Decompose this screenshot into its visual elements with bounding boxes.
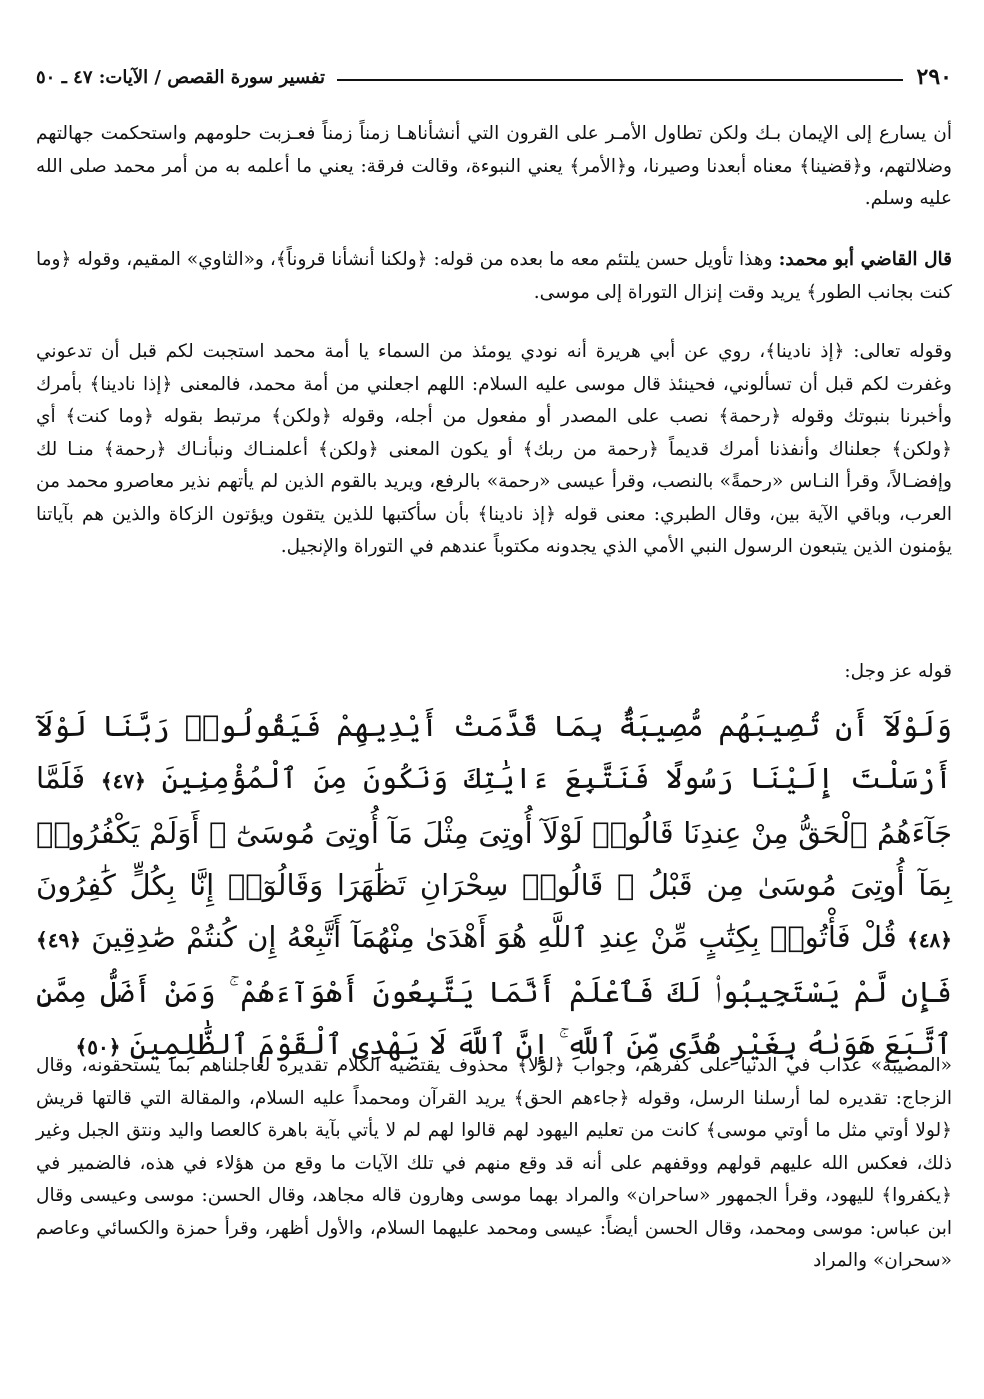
paragraph-nadayna — [36, 336, 952, 564]
header-rule — [337, 79, 902, 81]
paragraph-bottom — [36, 1050, 952, 1278]
page-header — [36, 62, 952, 92]
paragraph-intro — [36, 656, 952, 689]
ayah-47: وَلَوْلَآ أَن تُصِيبَهُم مُّصِيبَةٌۢ بِمَا قَدَّمَتْ أَيْدِيهِمْ فَيَقُولُوا۟ رَبَّنَا لَوْلَآ أَرْسَلْتَ إِلَيْنَا رَسُولًا فَنَتَّبِعَ ءَايَٰتِكَ وَنَكُونَ مِنَ ٱلْمُؤْمِنِينَ — [36, 709, 952, 795]
quran-verses — [36, 700, 953, 1061]
ayah-marker-49: ﴿٤٩﴾ — [36, 928, 81, 952]
ayah-marker-47: ﴿٤٧﴾ — [100, 769, 146, 793]
paragraph-nadayna-text: وقوله تعالى: ﴿إذ نادينا﴾، روي عن أبي هريرة أنه نودي يومئذ من السماء يا أمة محمد استجبت لكم قبل أن تدعوني وغفرت لكم قبل أن تسألوني، فحينئذ قال موسى عليه السلام: اللهم اجعلني من أمة محمد، فالمعنى ﴿إذا نادينا﴾ بأمرك وأخبرنا بنبوتك وقوله ﴿رحمة﴾ نصب على المصدر أو مفعول من أجله، وقوله ﴿ولكن﴾ مرتبط بقوله ﴿وما كنت﴾ أي ﴿ولكن﴾ جعلناك وأنفذنا أمرك قديماً ﴿رحمة من ربك﴾ أو يكون المعنى ﴿ولكن﴾ أعلمنـاك ونبأنـاك ﴿رحمة﴾ منـا لك وإفضـالاً، وقرأ النـاس «رحمةً» بالنصب، وقرأ عيسى «رحمة» بالرفع، ويريد بالقوم الذين لم يأتهم نذير معاصرو محمد من العرب، وباقي الآية بين، وقال الطبري: معنى قوله ﴿إذ نادينا﴾ بأن سأكتبها للذين يتقون ويؤتون الزكاة والذين هم بآياتنا يؤمنون الذين يتبعون الرسول النبي الأمي الذي يجدونه مكتوباً عندهم في التوراة والإنجيل. — [36, 341, 952, 557]
running-title: تفسير سورة القصص / الآيات: ٤٧ ـ ٥٠ — [36, 66, 326, 88]
verse-intro: قوله عز وجل: — [844, 661, 952, 682]
page-number: ٢٩٠ — [916, 64, 952, 90]
ayah-marker-48: ﴿٤٨﴾ — [907, 928, 953, 952]
paragraph-bottom-text: «المصيبة» عذاب في الدنيا على كفرهم، وجواب ﴿لولا﴾ محذوف يقتضيه الكلام تقديره لعاجلناهم بما يستحقونه، وقال الزجاج: تقديره لما أرسلنا الرسل، وقوله ﴿جاءهم الحق﴾ يريد القرآن ومحمداً عليه السلام، والمقالة التي قالتها قريش ﴿لولا أوتي مثل ما أوتي موسى﴾ كانت من تعليم اليهود لهم قالوا لهم لم لا يأتي بآية باهرة كالعصا واليد ونتق الجبل وغير ذلك، فعكس الله عليهم قولهم ووقفهم على أنه قد وقع منهم في تلك الآيات ما وقع من هؤلاء في هذه، فالضمير في ﴿يكفروا﴾ لليهود، وقرأ الجمهور «ساحران» والمراد بهما موسى وهارون قاله مجاهد، وقال الحسن: موسى وعيسى وقال ابن عباس: موسى ومحمد، وقال الحسن أيضاً: عيسى ومحمد عليهما السلام، والأول أظهر، وقرأ حمزة والكسائي وعاصم «سحران» والمراد — [36, 1055, 952, 1271]
ayah-49: قُلْ فَأْتُوا۟ بِكِتَٰبٍ مِّنْ عِندِ ٱللَّهِ هُوَ أَهْدَىٰ مِنْهُمَآ أَتَّبِعْهُ إِن كُنتُمْ صَٰدِقِينَ — [91, 920, 897, 954]
paragraph-qadi-text — [36, 244, 952, 309]
qadi-text: وهذا تأويل حسن يلتئم معه ما بعده من قوله: ﴿ولكنا أنشأنا قروناً﴾، و«الثاوي» المقيم، وقوله ﴿وما كنت بجانب الطور﴾ يريد وقت إنزال التوراة إلى موسى. — [36, 249, 952, 303]
quran-text — [36, 700, 952, 1073]
qadi-label: قال القاضي أبو محمد: — [778, 249, 952, 270]
ayah-48: فَلَمَّا جَآءَهُمُ ٱلْحَقُّ مِنْ عِندِنَا قَالُوا۟ لَوْلَآ أُوتِىَ مِثْلَ مَآ أُوتِىَ مُوسَىٰٓ ۚ أَوَلَمْ يَكْفُرُوا۟ بِمَآ أُوتِىَ مُوسَىٰ مِن قَبْلُ ۖ قَالُوا۟ سِحْرَانِ تَظَٰهَرَا وَقَالُوٓا۟ إِنَّا بِكُلٍّ كَٰفِرُونَ — [36, 761, 952, 902]
paragraph-qadi — [36, 244, 952, 309]
ayah-marker-50: ﴿٥٠﴾ — [75, 1035, 121, 1059]
ayah-50: فَإِن لَّمْ يَسْتَجِيبُوا۟ لَكَ فَٱعْلَمْ أَنَّمَا يَتَّبِعُونَ أَهْوَآءَهُمْ ۚ وَمَنْ أَضَلُّ مِمَّنِ ٱتَّبَعَ هَوَىٰهُ بِغَيْرِ هُدًى مِّنَ ٱللَّهِ ۚ إِنَّ ٱللَّهَ لَا يَهْدِى ٱلْقَوْمَ ٱلظَّٰلِمِينَ — [36, 975, 952, 1061]
paragraph-top-text: أن يسارع إلى الإيمان بـك ولكن تطاول الأمـر على القرون التي أنشأناهـا زمناً زمناً فعـزبت حلومهم واستحكمت جهالتهم وضلالتهم، و﴿قضينا﴾ معناه أبعدنا وصيرنا، و﴿الأمر﴾ يعني النبوءة، وقالت فرقة: يعني ما أعلمه به من أمر محمد صلى الله عليه وسلم. — [36, 123, 952, 209]
paragraph-top — [36, 118, 952, 216]
